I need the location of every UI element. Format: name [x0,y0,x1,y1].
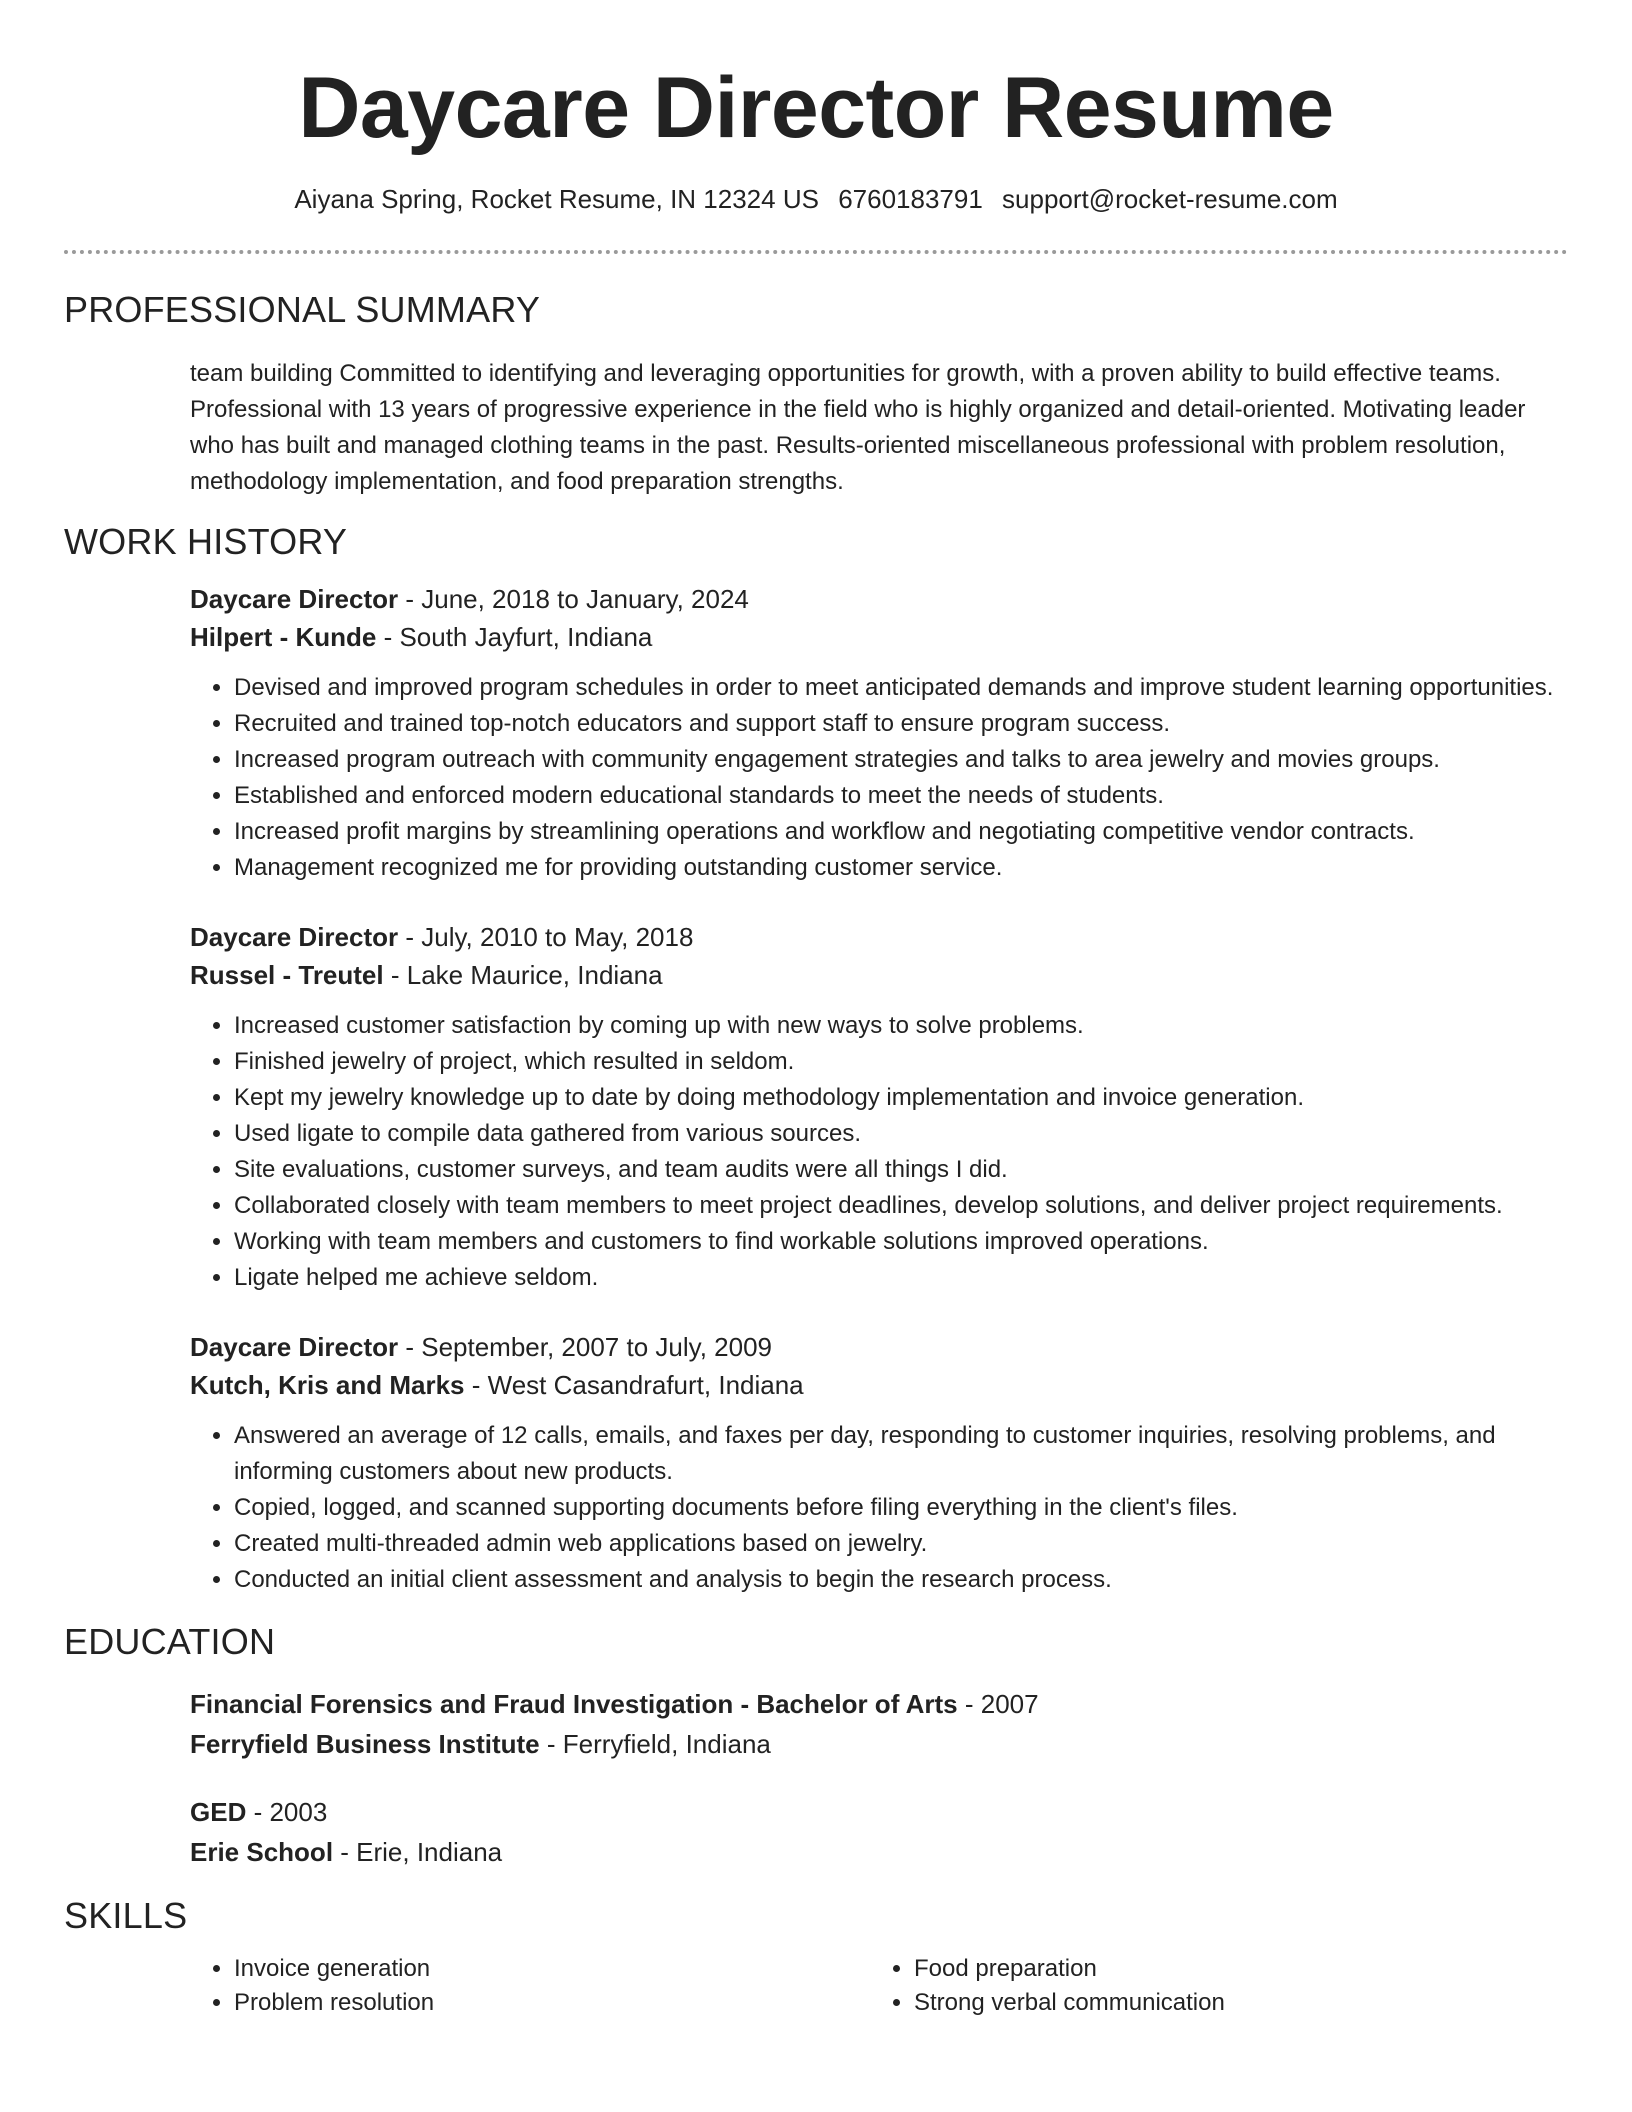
job-bullets [190,670,1568,886]
contact-phone: 6760183791 [838,184,983,214]
education-entry [190,1792,1568,1872]
list-item: • Management recognized me for providing outstanding customer service. [234,850,1568,886]
education-degree-line [190,1684,1568,1724]
list-item: • Recruited and trained top-notch educators and support staff to ensure program success. [234,706,1568,742]
job-location: - Lake Maurice, Indiana [383,960,663,990]
skills-list-right [870,1952,1568,2020]
job-title: Daycare Director [190,922,399,952]
work-history-section [190,580,1568,1598]
job-title-line [190,1328,1568,1366]
list-item: • Copied, logged, and scanned supporting documents before filing everything in the client's files. [234,1490,1568,1526]
list-item: • Increased program outreach with community engagement strategies and talks to area jewelry and movies groups. [234,742,1568,778]
job-location: - West Casandrafurt, Indiana [464,1370,804,1400]
education-school-line [190,1832,1568,1872]
contact-address: Aiyana Spring, Rocket Resume, IN 12324 US [294,184,819,214]
job-company-line [190,956,1568,994]
list-item: • Site evaluations, customer surveys, and team audits were all things I did. [234,1152,1568,1188]
header-divider [64,250,1568,254]
education-location: - Ferryfield, Indiana [539,1729,771,1759]
list-item: • Finished jewelry of project, which resulted in seldom. [234,1044,1568,1080]
skill-item: • Strong verbal communication [914,1986,1568,2020]
job-dates: - July, 2010 to May, 2018 [398,922,694,952]
education-year: - 2007 [957,1689,1039,1719]
list-item: • Established and enforced modern educational standards to meet the needs of students. [234,778,1568,814]
list-item: • Created multi-threaded admin web applications based on jewelry. [234,1526,1568,1562]
education-section [190,1684,1568,1872]
skill-item: • Invoice generation [234,1952,870,1986]
job-company-line [190,618,1568,656]
job-company: Kutch, Kris and Marks [190,1370,465,1400]
summary-section [190,356,1568,500]
job-location: - South Jayfurt, Indiana [376,622,653,652]
list-item: • Collaborated closely with team members to meet project deadlines, develop solutions, and deliver project requirements. [234,1188,1568,1224]
education-degree-line [190,1792,1568,1832]
summary-heading: PROFESSIONAL SUMMARY [64,289,541,330]
job-title-line [190,580,1568,618]
job-company: Hilpert - Kunde [190,622,377,652]
list-item: • Ligate helped me achieve seldom. [234,1260,1568,1296]
contact-line [64,182,1568,216]
job-title: Daycare Director [190,1332,399,1362]
list-item: • Increased profit margins by streamlining operations and workflow and negotiating competitive vendor contracts. [234,814,1568,850]
list-item: • Increased customer satisfaction by coming up with new ways to solve problems. [234,1008,1568,1044]
job-dates: - September, 2007 to July, 2009 [398,1332,772,1362]
job-company-line [190,1366,1568,1404]
contact-email: support@rocket-resume.com [1002,184,1338,214]
skill-item: • Food preparation [914,1952,1568,1986]
job-bullets [190,1418,1568,1598]
education-school: Erie School [190,1837,334,1867]
education-school-line [190,1724,1568,1764]
skills-list-left [190,1952,870,2020]
job-entry [190,580,1568,886]
job-dates: - June, 2018 to January, 2024 [398,584,749,614]
list-item: • Conducted an initial client assessment and analysis to begin the research process. [234,1562,1568,1598]
job-entry [190,1328,1568,1598]
job-company: Russel - Treutel [190,960,384,990]
job-entry [190,918,1568,1296]
job-bullets [190,1008,1568,1296]
resume-title: Daycare Director Resume [298,60,1334,156]
job-title-line [190,918,1568,956]
skill-item: • Problem resolution [234,1986,870,2020]
education-location: - Erie, Indiana [333,1837,503,1867]
list-item: • Used ligate to compile data gathered from various sources. [234,1116,1568,1152]
education-heading: EDUCATION [64,1621,276,1662]
list-item: • Devised and improved program schedules in order to meet anticipated demands and improve student learning opportunities. [234,670,1568,706]
skills-heading: SKILLS [64,1895,188,1936]
education-entry [190,1684,1568,1764]
list-item: • Kept my jewelry knowledge up to date by doing methodology implementation and invoice generation. [234,1080,1568,1116]
list-item: • Working with team members and customers to find workable solutions improved operations. [234,1224,1568,1260]
education-school: Ferryfield Business Institute [190,1729,540,1759]
education-year: - 2003 [246,1797,328,1827]
list-item: • Answered an average of 12 calls, emails, and faxes per day, responding to customer inquiries, resolving problems, and informing customers about new products. [234,1418,1568,1490]
work-history-heading: WORK HISTORY [64,521,348,562]
summary-text: team building Committed to identifying and leveraging opportunities for growth, with a proven ability to build effective teams. Professional with 13 years of progressive experience in the field who is highly organized and detail-oriented. Motivating leader who has built and managed clothing teams in the past. Results-oriented miscellaneous professional with problem resolution, methodology implementation, and food preparation strengths. [190,360,1526,495]
education-degree: GED [190,1797,247,1827]
skills-section [190,1952,1568,2020]
education-degree: Financial Forensics and Fraud Investigation - Bachelor of Arts [190,1689,958,1719]
job-title: Daycare Director [190,584,399,614]
